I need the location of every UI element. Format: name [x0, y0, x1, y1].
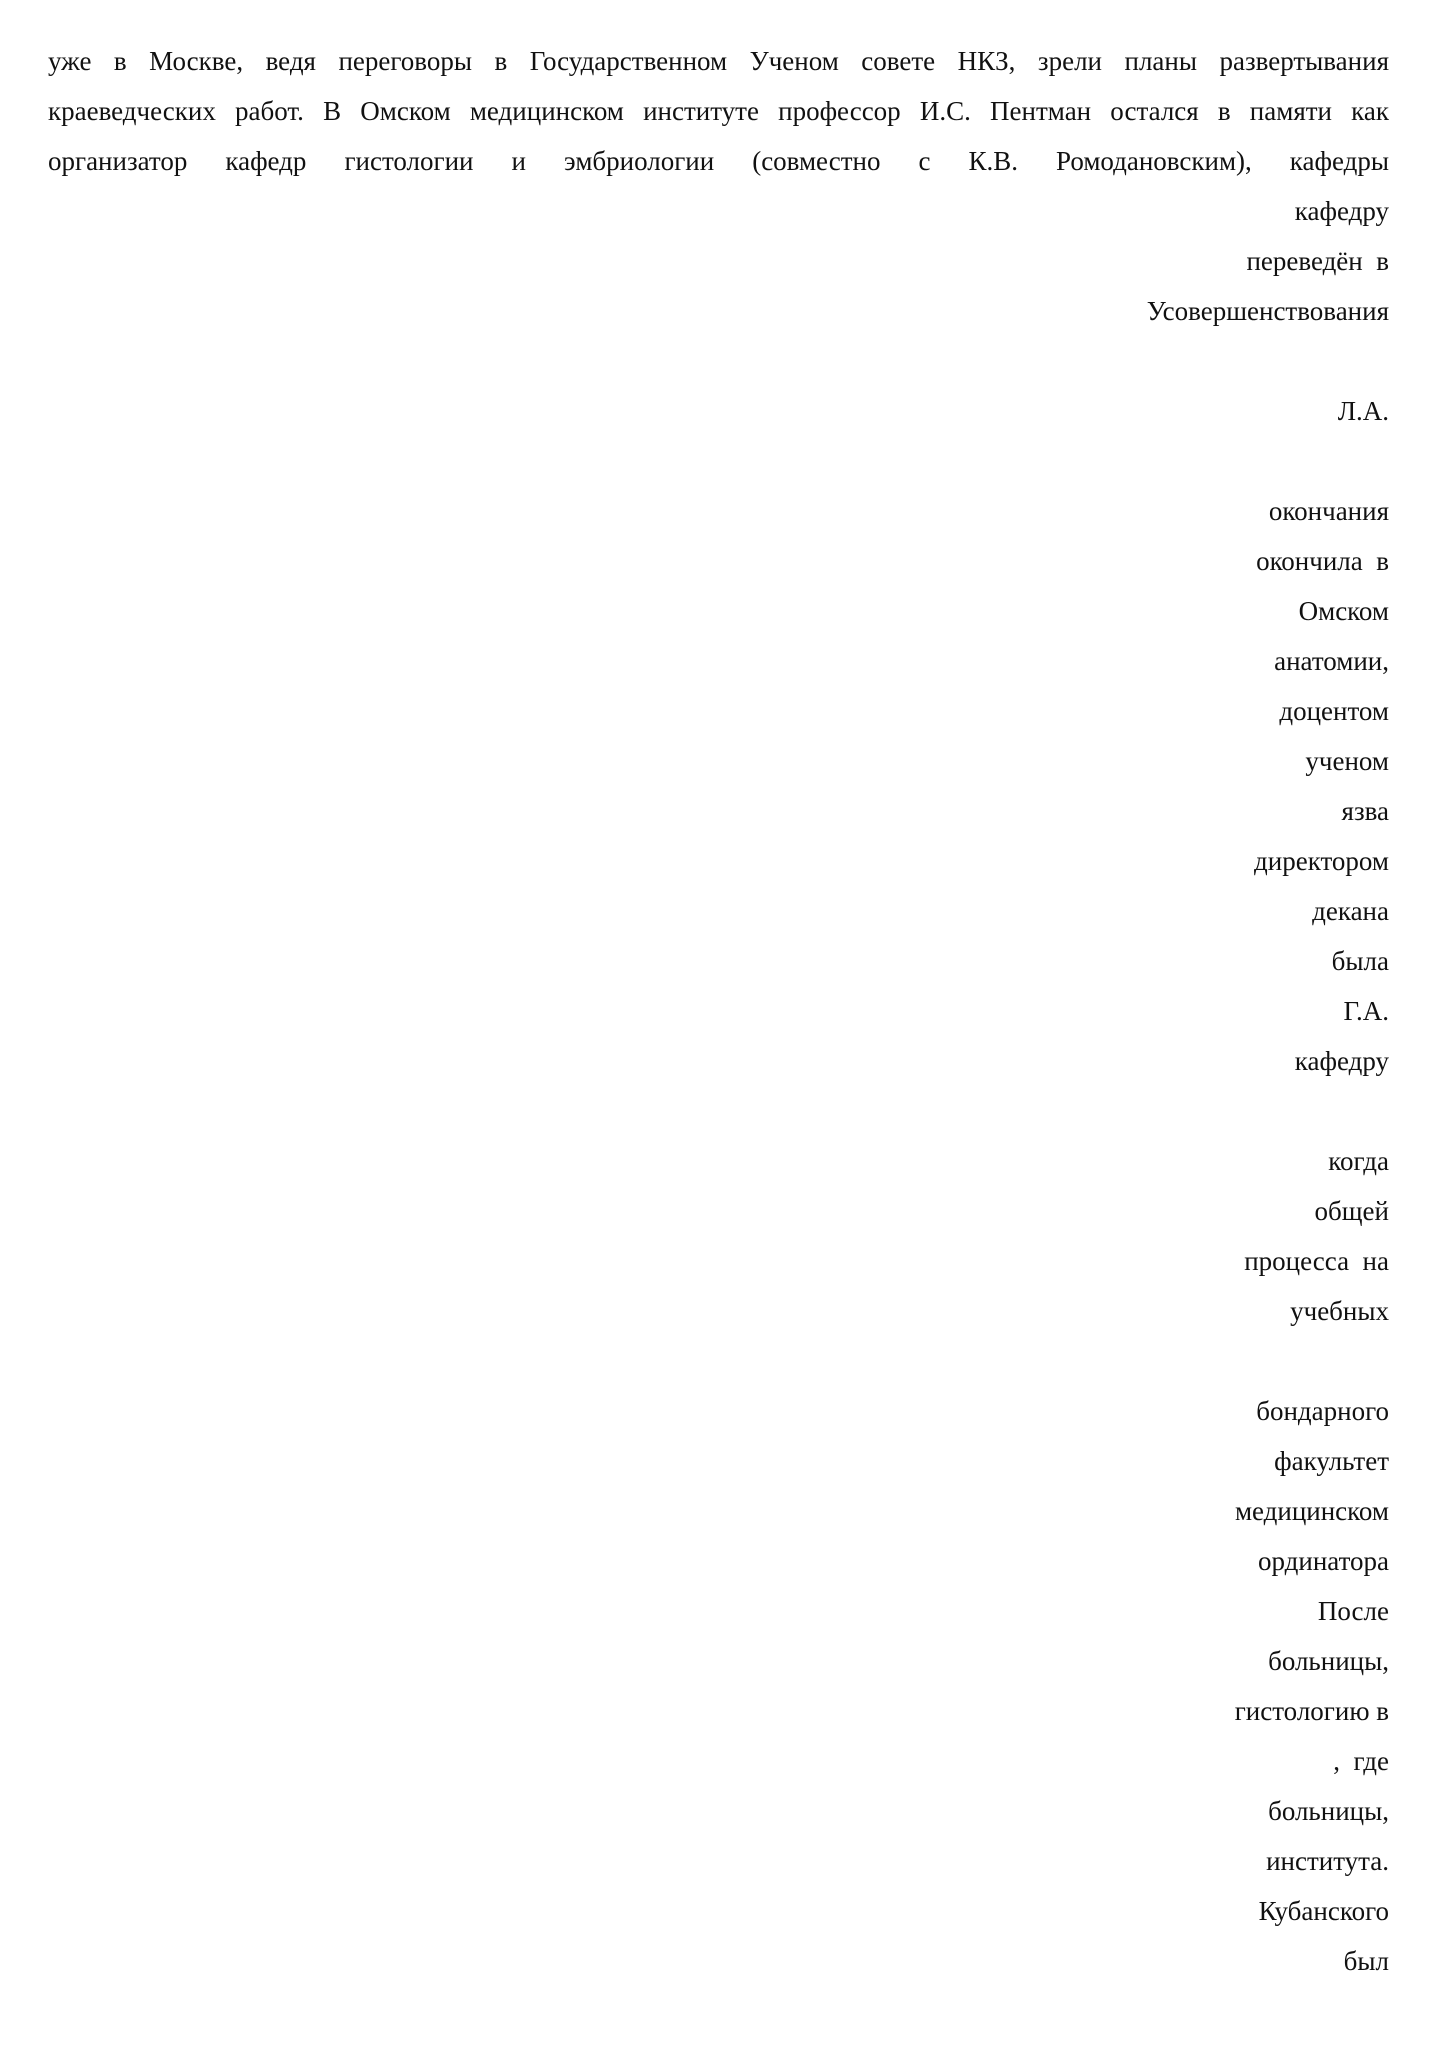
text-fragment: , где [1333, 1746, 1389, 1776]
text-fragment [789, 336, 1389, 386]
text-fragment: переведён в [1246, 246, 1389, 276]
text-fragment: директором [1254, 846, 1389, 876]
text-fragment: анатомии, [1274, 646, 1389, 676]
text-fragment: Усовершенствования [1146, 296, 1389, 326]
paragraph-line: краеведческих работ. В Омском медицинском институте профессор И.С. Пентман остался в памяти как [48, 96, 1389, 126]
text-fragment: доцентом [1279, 696, 1389, 726]
text-fragment: кафедру [1294, 196, 1389, 226]
text-fragment [789, 1336, 1389, 1386]
text-fragment: была [1331, 946, 1389, 976]
text-fragment: После [1317, 1596, 1389, 1626]
text-fragment: института. [1266, 1846, 1389, 1876]
text-fragment: больницы, [1268, 1646, 1389, 1676]
body-paragraph [48, 36, 1389, 186]
text-fragment: язва [1341, 796, 1389, 826]
text-fragment [789, 436, 1389, 486]
text-fragment: бондарного [1256, 1396, 1389, 1426]
right-aligned-fragments [789, 186, 1389, 1986]
text-fragment: был [1343, 1946, 1389, 1976]
text-fragment: окончания [1268, 496, 1389, 526]
paragraph-line: уже в Москве, ведя переговоры в Государственном Ученом совете НКЗ, зрели планы развертывания [48, 46, 1389, 76]
text-fragment [789, 1086, 1389, 1136]
text-fragment: окончила в [1256, 546, 1389, 576]
text-fragment: факультет [1274, 1446, 1389, 1476]
text-fragment: общей [1314, 1196, 1389, 1226]
text-fragment: ученом [1305, 746, 1389, 776]
text-fragment: учебных [1290, 1296, 1389, 1326]
text-fragment: Омском [1298, 596, 1389, 626]
text-fragment: ординатора [1258, 1546, 1389, 1576]
paragraph-line: организатор кафедр гистологии и эмбриологии (совместно с К.В. Ромодановским), кафедры [48, 146, 1389, 176]
text-fragment: гистологию в [1234, 1696, 1389, 1726]
text-fragment: Л.А. [1337, 396, 1389, 426]
text-fragment: кафедру [1294, 1046, 1389, 1076]
text-fragment: медицинском [1234, 1496, 1389, 1526]
text-fragment: Кубанского [1258, 1896, 1389, 1926]
text-fragment: декана [1312, 896, 1389, 926]
text-fragment: больницы, [1268, 1796, 1389, 1826]
text-fragment: когда [1328, 1146, 1389, 1176]
text-fragment: Г.А. [1343, 996, 1389, 1026]
text-fragment: процесса на [1244, 1246, 1389, 1276]
